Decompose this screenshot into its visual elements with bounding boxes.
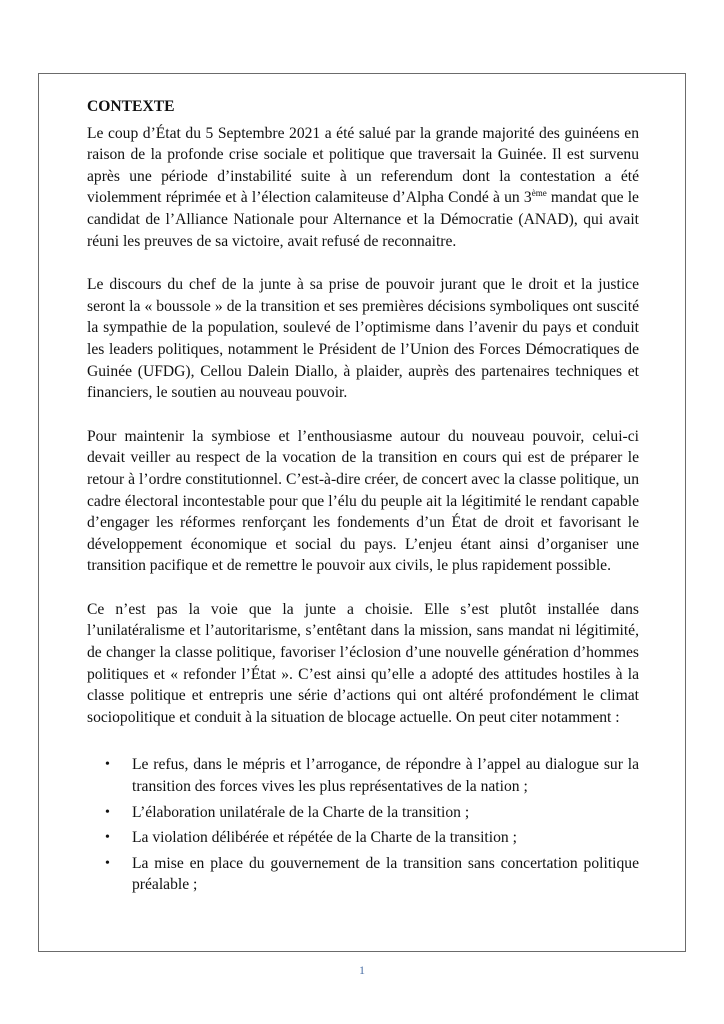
document-body — [87, 96, 639, 900]
list-item — [87, 827, 639, 849]
bullet-icon: • — [105, 804, 110, 820]
paragraph-3: Pour maintenir la symbiose et l’enthousiasme autour du nouveau pouvoir, celui-ci devait veiller au respect de la vocation de la transition en cours qui est de préparer le retour à l’ordre constitutionnel. C’est-à-dire créer, de concert avec la classe politique, un cadre électoral incontestable pour que l’élu du peuple ait la légitimité le rendant capable d’engager les réformes renforçant les fondements d’un État de droit et favorisant le développement économique et social du pays. L’enjeu étant ainsi d’organiser une transition pacifique et de remettre le pouvoir aux civils, le plus rapidement possible. — [87, 427, 639, 575]
bullet-icon: • — [105, 830, 110, 846]
paragraph-1 — [87, 123, 639, 253]
bullet-icon: • — [105, 757, 110, 773]
list-item-text: La mise en place du gouvernement de la transition sans concertation politique préalable ; — [132, 854, 639, 894]
paragraph-1-text-start: Le coup d’État du 5 Septembre 2021 a été salué par la grande majorité des guinéens en raison de la profonde crise sociale et politique que traversait la Guinée. Il est survenu après une période d’instabilité suite à un referendum dont la contestation a été violemment réprimée et à l’élection calamiteuse d’Alpha Condé à un 3 — [87, 124, 639, 207]
paragraph-1-text-end: mandat que le candidat de l’Alliance Nationale pour Alternance et la Démocratie (ANAD), qui avait réuni les preuves de sa victoire, avait refusé de reconnaitre. — [87, 189, 639, 250]
list-item — [87, 802, 639, 824]
paragraph-2: Le discours du chef de la junte à sa prise de pouvoir jurant que le droit et la justice seront la « boussole » de la transition et ses premières décisions symboliques ont suscité la sympathie de la population, soulevé de l’optimisme dans l’avenir du pays et conduit les leaders politiques, notamment le Président de l’Union des Forces Démocratiques de Guinée (UFDG), Cellou Dalein Diallo, à plaider, auprès des partenaires techniques et financiers, le soutien au nouveau pouvoir. — [87, 276, 639, 402]
list-item-text: Le refus, dans le mépris et l’arrogance, de répondre à l’appel au dialogue sur la transition des forces vives les plus représentatives de la nation ; — [132, 756, 639, 796]
list-item-text: La violation délibérée et répétée de la Charte de la transition ; — [132, 829, 517, 847]
bullet-icon: • — [105, 855, 110, 871]
list-item — [87, 754, 639, 797]
paragraph-4: Ce n’est pas la voie que la junte a choisie. Elle s’est plutôt installée dans l’unilatéralisme et l’autoritarisme, s’entêtant dans la mission, sans mandat ni légitimité, de changer la classe politique, favoriser l’éclosion d’une nouvelle génération d’hommes politiques et « refonder l’État ». C’est ainsi qu’elle a adopté des attitudes hostiles à la classe politique et entrepris une série d’actions qui ont altéré profondément le climat sociopolitique et conduit à la situation de blocage actuelle. On peut citer notamment : — [87, 600, 639, 726]
page-number: 1 — [359, 963, 365, 977]
ordinal-superscript: ème — [531, 188, 547, 199]
list-item — [87, 853, 639, 896]
list-item-text: L’élaboration unilatérale de la Charte de la transition ; — [132, 803, 470, 821]
bullet-list — [87, 754, 639, 896]
section-heading: CONTEXTE — [87, 98, 175, 115]
